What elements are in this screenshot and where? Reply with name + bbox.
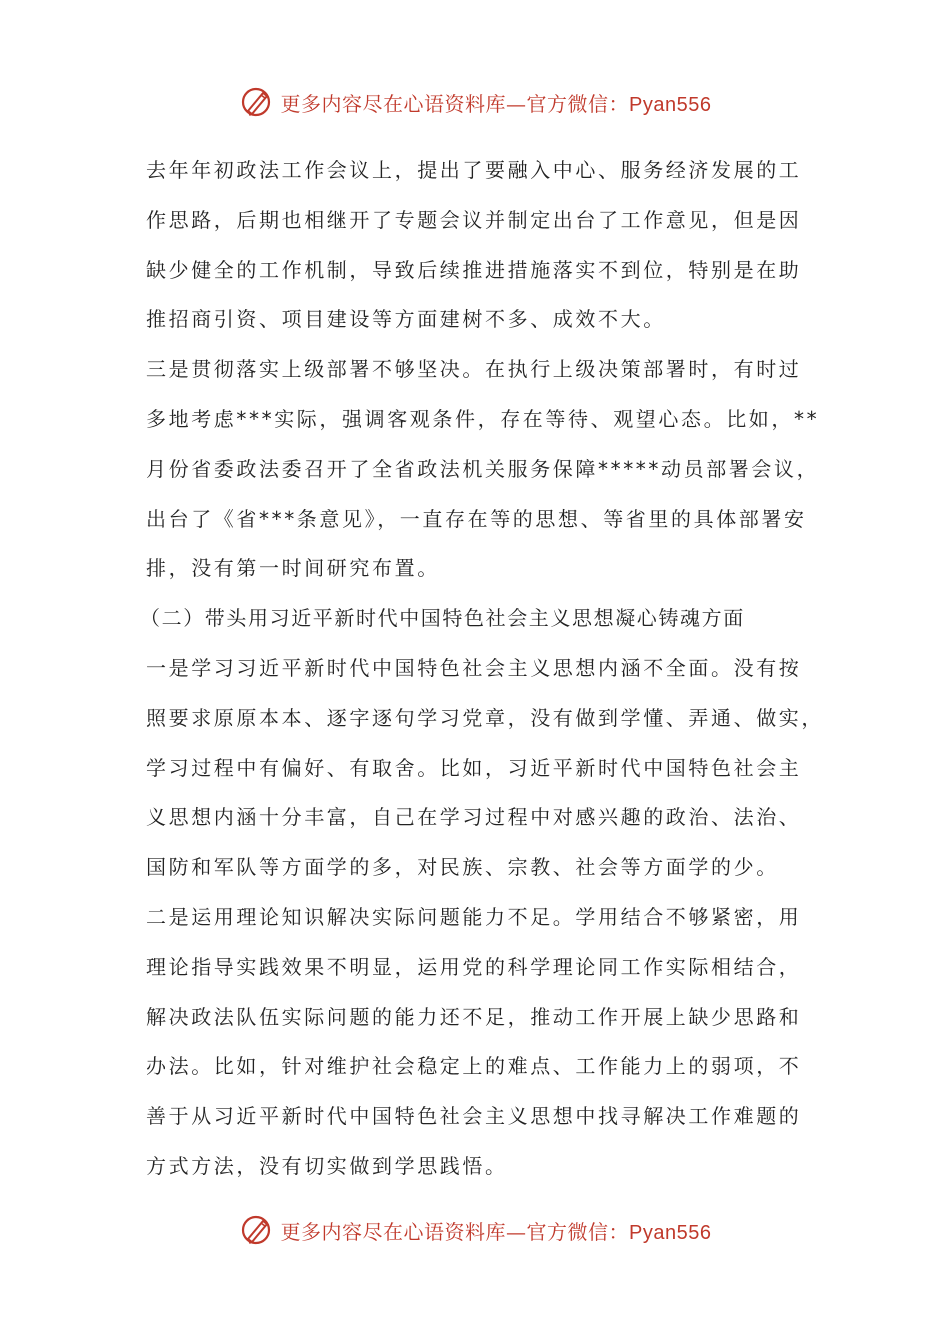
text-line: 解决政法队伍实际问题的能力还不足，推动工作开展上缺少思路和 — [146, 1004, 802, 1029]
text-line: 理论指导实践效果不明显，运用党的科学理论同工作实际相结合， — [146, 954, 802, 979]
text-line: 作思路，后期也相继开了专题会议并制定出台了工作意见，但是因 — [146, 207, 802, 232]
banner-text — [281, 88, 712, 117]
paragraph — [146, 893, 826, 1192]
banner-account: Pyan556 — [629, 1221, 712, 1244]
header-banner — [0, 82, 950, 122]
text-line: 三是贯彻落实上级部署不够坚决。在执行上级决策部署时，有时过 — [146, 357, 802, 382]
footer-banner — [0, 1210, 950, 1250]
banner-separator: — — [506, 91, 527, 116]
banner-separator: — — [506, 1219, 527, 1244]
text-line: 出台了《省***条意见》，一直存在等的思想、等省里的具体部署安 — [146, 506, 807, 531]
pen-logo-icon — [239, 1212, 275, 1248]
text-line: 月份省委政法委召开了全省政法机关服务保障*****动员部署会议， — [146, 456, 820, 481]
text-line: 国防和军队等方面学的多，对民族、宗教、社会等方面学的少。 — [146, 855, 779, 880]
paragraph — [146, 345, 826, 594]
banner-library-text: 更多内容尽在心语资料库 — [280, 1219, 507, 1244]
text-line: 义思想内涵十分丰富，自己在学习过程中对感兴趣的政治、法治、 — [146, 805, 802, 830]
pen-logo-icon — [239, 84, 275, 120]
banner-text — [281, 1216, 712, 1245]
banner-wechat-label: 官方微信： — [526, 91, 630, 116]
text-line: 缺少健全的工作机制，导致后续推进措施落实不到位，特别是在助 — [146, 257, 802, 282]
text-line: 去年年初政法工作会议上，提出了要融入中心、服务经济发展的工 — [146, 158, 802, 182]
text-line: 方式方法，没有切实做到学思践悟。 — [146, 1153, 508, 1178]
text-line: 二是运用理论知识解决实际问题能力不足。学用结合不够紧密，用 — [146, 904, 802, 929]
text-line: 学习过程中有偏好、有取舍。比如，习近平新时代中国特色社会主 — [146, 755, 802, 780]
banner-account: Pyan556 — [629, 93, 712, 116]
text-line: （二）带头用习近平新时代中国特色社会主义思想凝心铸魂方面 — [140, 606, 745, 631]
text-line: 办法。比如，针对维护社会稳定上的难点、工作能力上的弱项，不 — [146, 1054, 802, 1079]
text-line: 善于从习近平新时代中国特色社会主义思想中找寻解决工作难题的 — [146, 1104, 802, 1129]
text-line: 照要求原原本本、逐字逐句学习党章，没有做到学懂、弄通、做实， — [146, 705, 824, 730]
document-body — [140, 146, 826, 1192]
text-line: 一是学习习近平新时代中国特色社会主义思想内涵不全面。没有按 — [146, 655, 802, 680]
text-line: 推招商引资、项目建设等方面建树不多、成效不大。 — [146, 307, 666, 332]
banner-wechat-label: 官方微信： — [526, 1219, 630, 1244]
text-line: 排，没有第一时间研究布置。 — [146, 556, 440, 581]
paragraph — [146, 146, 826, 345]
banner-library-text: 更多内容尽在心语资料库 — [280, 91, 507, 116]
section-heading — [140, 594, 826, 644]
text-line: 多地考虑***实际，强调客观条件，存在等待、观望心态。比如，** — [146, 406, 820, 431]
paragraph — [146, 644, 826, 893]
